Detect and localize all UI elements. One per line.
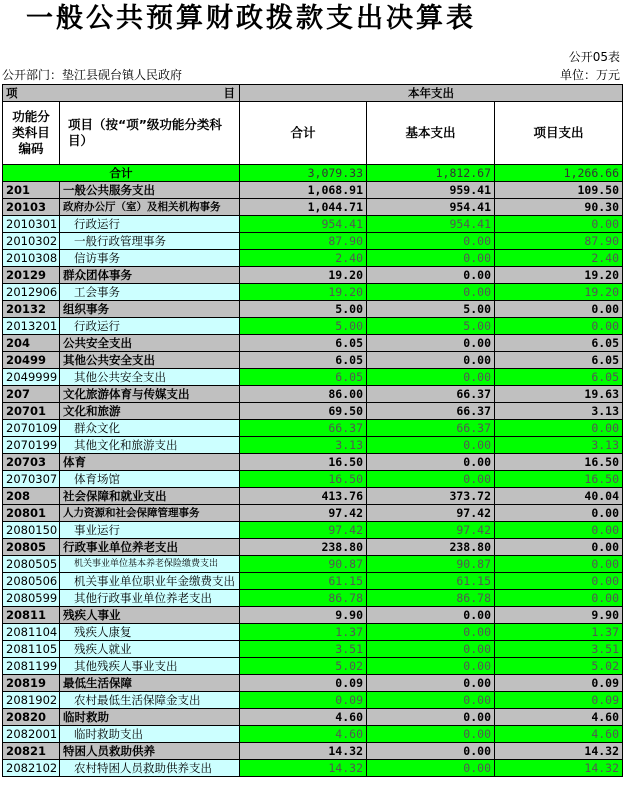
row-project: 3.13 <box>495 437 623 454</box>
expenditure-table <box>2 84 623 777</box>
row-code: 2070307 <box>3 471 60 488</box>
row-total: 6.05 <box>240 369 367 386</box>
row-basic: 66.37 <box>367 386 495 403</box>
row-basic: 0.00 <box>367 641 495 658</box>
table-row <box>3 709 623 726</box>
row-code: 20821 <box>3 743 60 760</box>
row-code: 2049999 <box>3 369 60 386</box>
row-total: 3.13 <box>240 437 367 454</box>
row-code: 2081902 <box>3 692 60 709</box>
row-basic: 97.42 <box>367 505 495 522</box>
table-row <box>3 437 623 454</box>
row-name: 人力资源和社会保障管理事务 <box>60 505 240 522</box>
row-code: 20132 <box>3 301 60 318</box>
table-row <box>3 369 623 386</box>
row-project: 0.00 <box>495 573 623 590</box>
row-total: 5.02 <box>240 658 367 675</box>
row-project: 0.00 <box>495 420 623 437</box>
row-total: 0.09 <box>240 692 367 709</box>
row-basic: 66.37 <box>367 403 495 420</box>
row-basic: 5.00 <box>367 301 495 318</box>
row-basic: 959.41 <box>367 182 495 199</box>
row-code: 2081199 <box>3 658 60 675</box>
row-project: 0.00 <box>495 318 623 335</box>
row-basic: 0.00 <box>367 675 495 692</box>
row-basic: 0.00 <box>367 607 495 624</box>
row-name: 行政运行 <box>60 318 240 335</box>
row-code: 2080505 <box>3 556 60 573</box>
row-project: 109.50 <box>495 182 623 199</box>
row-basic: 90.87 <box>367 556 495 573</box>
row-project: 0.00 <box>495 556 623 573</box>
table-row <box>3 573 623 590</box>
row-name: 群众团体事务 <box>60 267 240 284</box>
row-basic: 0.00 <box>367 284 495 301</box>
header-total: 合计 <box>240 102 367 165</box>
table-row <box>3 352 623 369</box>
header-current-year: 本年支出 <box>240 85 623 102</box>
page-title: 一般公共预算财政拨款支出决算表 <box>26 3 476 34</box>
table-row <box>3 641 623 658</box>
table-row <box>3 199 623 216</box>
row-basic: 0.00 <box>367 267 495 284</box>
row-basic: 0.00 <box>367 624 495 641</box>
row-basic: 97.42 <box>367 522 495 539</box>
total-label: 合计 <box>3 165 240 182</box>
row-code: 2081104 <box>3 624 60 641</box>
row-name: 体育场馆 <box>60 471 240 488</box>
row-name: 特困人员救助供养 <box>60 743 240 760</box>
row-basic: 0.00 <box>367 471 495 488</box>
row-total: 14.32 <box>240 743 367 760</box>
row-basic: 0.00 <box>367 743 495 760</box>
row-total: 1,044.71 <box>240 199 367 216</box>
row-basic: 5.00 <box>367 318 495 335</box>
row-name: 最低生活保障 <box>60 675 240 692</box>
row-code: 2080599 <box>3 590 60 607</box>
row-project: 4.60 <box>495 726 623 743</box>
header-item-cell <box>3 85 240 102</box>
table-row <box>3 386 623 403</box>
header-row-1 <box>3 85 623 102</box>
row-project: 3.51 <box>495 641 623 658</box>
row-code: 2010302 <box>3 233 60 250</box>
row-total: 19.20 <box>240 284 367 301</box>
row-total: 97.42 <box>240 505 367 522</box>
row-name: 行政事业单位养老支出 <box>60 539 240 556</box>
row-total: 9.90 <box>240 607 367 624</box>
row-project: 16.50 <box>495 471 623 488</box>
row-project: 14.32 <box>495 760 623 777</box>
total-row <box>3 165 623 182</box>
row-total: 1,068.91 <box>240 182 367 199</box>
table-row <box>3 250 623 267</box>
row-total: 16.50 <box>240 471 367 488</box>
row-code: 2080150 <box>3 522 60 539</box>
table-row <box>3 692 623 709</box>
row-name: 其他残疾人事业支出 <box>60 658 240 675</box>
row-name: 公共安全支出 <box>60 335 240 352</box>
row-code: 201 <box>3 182 60 199</box>
row-project: 2.40 <box>495 250 623 267</box>
row-project: 16.50 <box>495 454 623 471</box>
row-name: 其他公共安全支出 <box>60 352 240 369</box>
row-name: 组织事务 <box>60 301 240 318</box>
row-total: 6.05 <box>240 335 367 352</box>
table-row <box>3 335 623 352</box>
row-total: 238.80 <box>240 539 367 556</box>
table-row <box>3 658 623 675</box>
department-label: 公开部门：垫江县砚台镇人民政府 <box>2 68 183 82</box>
total-project: 1,266.66 <box>495 165 623 182</box>
row-basic: 86.78 <box>367 590 495 607</box>
header-project: 项目支出 <box>495 102 623 165</box>
row-code: 207 <box>3 386 60 403</box>
row-total: 61.15 <box>240 573 367 590</box>
row-basic: 0.00 <box>367 233 495 250</box>
row-basic: 0.00 <box>367 437 495 454</box>
row-name: 社会保障和就业支出 <box>60 488 240 505</box>
row-total: 4.60 <box>240 726 367 743</box>
row-name: 体育 <box>60 454 240 471</box>
row-code: 20129 <box>3 267 60 284</box>
row-total: 1.37 <box>240 624 367 641</box>
table-row <box>3 607 623 624</box>
row-code: 2080506 <box>3 573 60 590</box>
row-basic: 0.00 <box>367 658 495 675</box>
row-basic: 238.80 <box>367 539 495 556</box>
row-basic: 66.37 <box>367 420 495 437</box>
row-code: 20801 <box>3 505 60 522</box>
row-code: 20805 <box>3 539 60 556</box>
row-project: 6.05 <box>495 352 623 369</box>
row-project: 1.37 <box>495 624 623 641</box>
unit-label: 单位：万元 <box>559 68 620 82</box>
row-total: 66.37 <box>240 420 367 437</box>
row-basic: 0.00 <box>367 335 495 352</box>
row-total: 16.50 <box>240 454 367 471</box>
table-row <box>3 301 623 318</box>
row-name: 一般行政管理事务 <box>60 233 240 250</box>
row-name: 其他文化和旅游支出 <box>60 437 240 454</box>
row-code: 20701 <box>3 403 60 420</box>
row-code: 2010301 <box>3 216 60 233</box>
row-total: 69.50 <box>240 403 367 420</box>
row-basic: 954.41 <box>367 216 495 233</box>
header-code: 功能分类科目编码 <box>3 102 60 165</box>
row-code: 2082001 <box>3 726 60 743</box>
table-row <box>3 233 623 250</box>
row-project: 0.09 <box>495 692 623 709</box>
row-project: 4.60 <box>495 709 623 726</box>
table-row <box>3 726 623 743</box>
row-name: 农村特困人员救助供养支出 <box>60 760 240 777</box>
row-name: 残疾人就业 <box>60 641 240 658</box>
table-row <box>3 488 623 505</box>
header-name: 项目（按“项”级功能分类科目） <box>60 102 240 165</box>
row-total: 14.32 <box>240 760 367 777</box>
table-row <box>3 675 623 692</box>
total-basic: 1,812.67 <box>367 165 495 182</box>
row-basic: 0.00 <box>367 709 495 726</box>
row-basic: 0.00 <box>367 726 495 743</box>
row-basic: 0.00 <box>367 454 495 471</box>
table-row <box>3 590 623 607</box>
row-project: 19.20 <box>495 284 623 301</box>
row-code: 20811 <box>3 607 60 624</box>
row-project: 6.05 <box>495 335 623 352</box>
header-item-mu: 目 <box>223 86 235 100</box>
row-project: 90.30 <box>495 199 623 216</box>
row-project: 9.90 <box>495 607 623 624</box>
row-code: 2070199 <box>3 437 60 454</box>
table-row <box>3 624 623 641</box>
row-code: 208 <box>3 488 60 505</box>
row-code: 2081105 <box>3 641 60 658</box>
row-name: 机关事业单位基本养老保险缴费支出 <box>60 556 240 573</box>
row-name: 残疾人康复 <box>60 624 240 641</box>
row-project: 0.09 <box>495 675 623 692</box>
table-row <box>3 522 623 539</box>
row-total: 413.76 <box>240 488 367 505</box>
row-name: 行政运行 <box>60 216 240 233</box>
row-total: 954.41 <box>240 216 367 233</box>
table-row <box>3 216 623 233</box>
table-row <box>3 539 623 556</box>
row-total: 3.51 <box>240 641 367 658</box>
row-code: 20819 <box>3 675 60 692</box>
row-code: 2012906 <box>3 284 60 301</box>
row-project: 0.00 <box>495 522 623 539</box>
row-basic: 0.00 <box>367 369 495 386</box>
table-row <box>3 403 623 420</box>
row-name: 其他行政事业单位养老支出 <box>60 590 240 607</box>
row-total: 86.00 <box>240 386 367 403</box>
table-row <box>3 556 623 573</box>
row-basic: 0.00 <box>367 692 495 709</box>
row-total: 97.42 <box>240 522 367 539</box>
row-total: 4.60 <box>240 709 367 726</box>
table-row <box>3 505 623 522</box>
total-sum: 3,079.33 <box>240 165 367 182</box>
row-basic: 954.41 <box>367 199 495 216</box>
row-total: 2.40 <box>240 250 367 267</box>
row-code: 20820 <box>3 709 60 726</box>
row-project: 0.00 <box>495 301 623 318</box>
row-basic: 0.00 <box>367 352 495 369</box>
row-project: 5.02 <box>495 658 623 675</box>
header-basic: 基本支出 <box>367 102 495 165</box>
row-total: 19.20 <box>240 267 367 284</box>
table-row <box>3 760 623 777</box>
table-row <box>3 182 623 199</box>
row-total: 87.90 <box>240 233 367 250</box>
table-row <box>3 267 623 284</box>
row-project: 0.00 <box>495 539 623 556</box>
row-name: 文化和旅游 <box>60 403 240 420</box>
row-basic: 0.00 <box>367 250 495 267</box>
form-code: 公开05表 <box>568 50 620 64</box>
row-name: 群众文化 <box>60 420 240 437</box>
row-name: 残疾人事业 <box>60 607 240 624</box>
row-name: 农村最低生活保障金支出 <box>60 692 240 709</box>
row-total: 90.87 <box>240 556 367 573</box>
row-name: 政府办公厅（室）及相关机构事务 <box>60 199 240 216</box>
row-basic: 373.72 <box>367 488 495 505</box>
row-basic: 0.00 <box>367 760 495 777</box>
row-total: 0.09 <box>240 675 367 692</box>
row-project: 40.04 <box>495 488 623 505</box>
row-project: 0.00 <box>495 216 623 233</box>
row-total: 86.78 <box>240 590 367 607</box>
row-code: 2010308 <box>3 250 60 267</box>
row-project: 6.05 <box>495 369 623 386</box>
header-row-2 <box>3 102 623 165</box>
row-name: 事业运行 <box>60 522 240 539</box>
row-total: 5.00 <box>240 301 367 318</box>
row-total: 5.00 <box>240 318 367 335</box>
row-name: 一般公共服务支出 <box>60 182 240 199</box>
row-name: 临时救助支出 <box>60 726 240 743</box>
row-project: 19.63 <box>495 386 623 403</box>
row-name: 文化旅游体育与传媒支出 <box>60 386 240 403</box>
row-project: 3.13 <box>495 403 623 420</box>
row-code: 2013201 <box>3 318 60 335</box>
row-code: 2070109 <box>3 420 60 437</box>
table-row <box>3 420 623 437</box>
row-name: 工会事务 <box>60 284 240 301</box>
table-row <box>3 454 623 471</box>
row-code: 20499 <box>3 352 60 369</box>
table-row <box>3 471 623 488</box>
row-code: 20703 <box>3 454 60 471</box>
row-code: 20103 <box>3 199 60 216</box>
header-item-xiang: 项 <box>6 86 18 100</box>
row-total: 6.05 <box>240 352 367 369</box>
row-name: 临时救助 <box>60 709 240 726</box>
row-code: 204 <box>3 335 60 352</box>
row-name: 信访事务 <box>60 250 240 267</box>
table-row <box>3 318 623 335</box>
table-row <box>3 743 623 760</box>
row-project: 87.90 <box>495 233 623 250</box>
table-row <box>3 284 623 301</box>
row-name: 其他公共安全支出 <box>60 369 240 386</box>
row-basic: 61.15 <box>367 573 495 590</box>
row-name: 机关事业单位职业年金缴费支出 <box>60 573 240 590</box>
row-project: 14.32 <box>495 743 623 760</box>
row-code: 2082102 <box>3 760 60 777</box>
row-project: 19.20 <box>495 267 623 284</box>
row-project: 0.00 <box>495 590 623 607</box>
row-project: 0.00 <box>495 505 623 522</box>
